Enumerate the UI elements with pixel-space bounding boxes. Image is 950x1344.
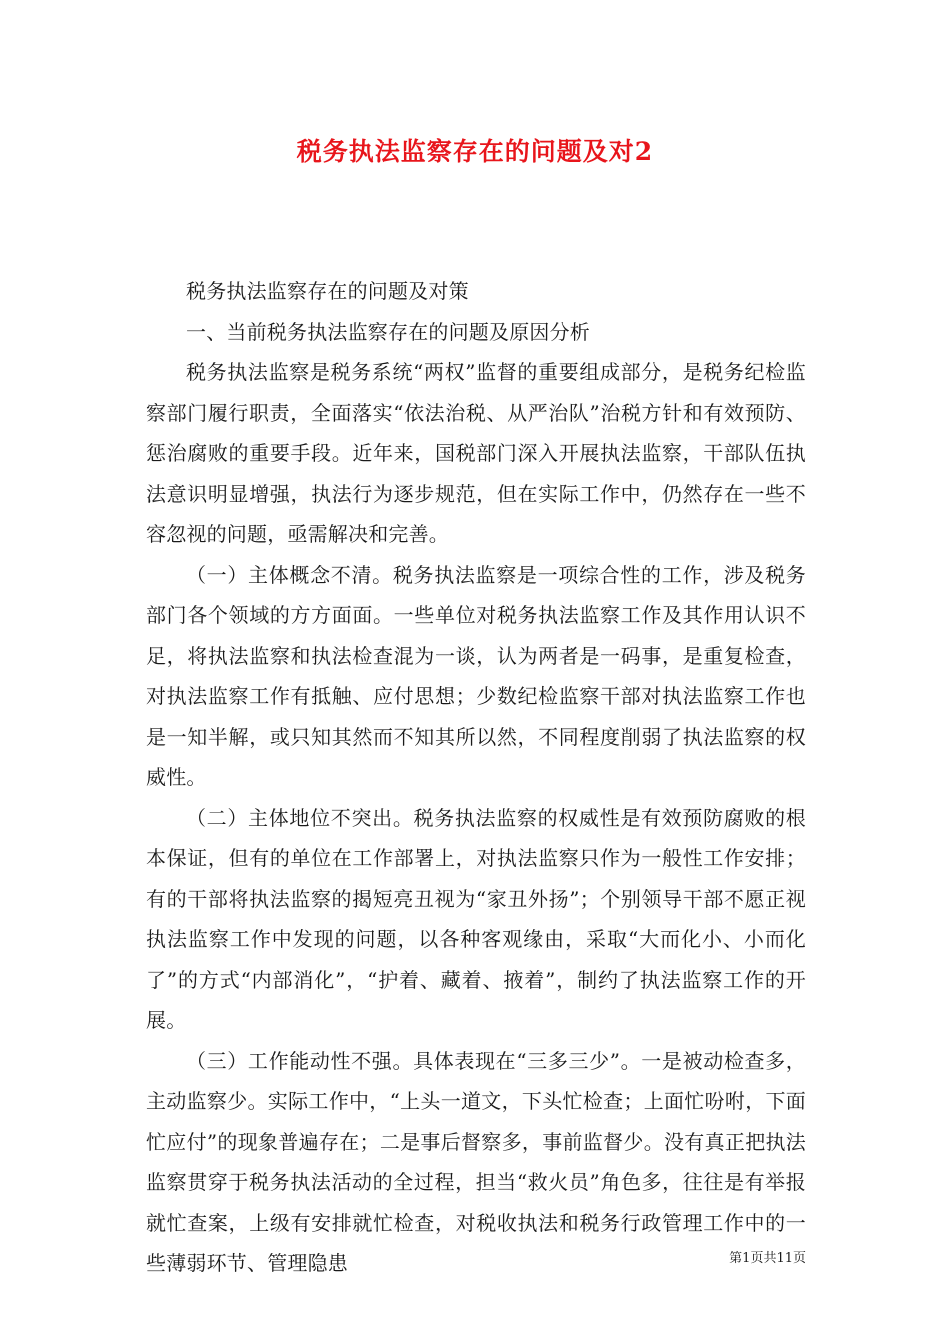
page-number-label: 第1页共11页 (729, 1251, 806, 1266)
document-body (146, 271, 806, 1284)
paragraph-point-3: （三）工作能动性不强。具体表现在“三多三少”。一是被动检查多，主动监察少。实际工作中，“上头一道文，下头忙检查；上面忙吩咐，下面忙应付”的现象普遍存在；二是事后督察多，事前监督少。没有真正把执法监察贯穿于税务执法活动的全过程，担当“救火员”角色多，往往是有举报就忙查案，上级有安排就忙检查，对税收执法和税务行政管理工作中的一些薄弱环节、管理隐患 (146, 1048, 806, 1275)
paragraph-section-heading: 一、当前税务执法监察存在的问题及原因分析 (186, 319, 590, 344)
paragraph-point-2: （二）主体地位不突出。税务执法监察的权威性是有效预防腐败的根本保证，但有的单位在工作部署上，对执法监察只作为一般性工作安排；有的干部将执法监察的揭短亮丑视为“家丑外扬”；个别领导干部不愿正视执法监察工作中发现的问题，以各种客观缘由，采取“大而化小、小而化了”的方式“内部消化”，“护着、藏着、掖着”，制约了执法监察工作的开展。 (146, 805, 806, 1032)
paragraph-subtitle: 税务执法监察存在的问题及对策 (186, 279, 469, 303)
paragraph-intro: 税务执法监察是税务系统“两权”监督的重要组成部分，是税务纪检监察部门履行职责，全面落实“依法治税、从严治队”治税方针和有效预防、惩治腐败的重要手段。近年来，国税部门深入开展执法监察，干部队伍执法意识明显增强，执法行为逐步规范，但在实际工作中，仍然存在一些不容忽视的问题，亟需解决和完善。 (146, 360, 806, 546)
page-number-footer (729, 1247, 806, 1266)
paragraph-point-1: （一）主体概念不清。税务执法监察是一项综合性的工作，涉及税务部门各个领域的方方面面。一些单位对税务执法监察工作及其作用认识不足，将执法监察和执法检查混为一谈，认为两者是一码事，是重复检查，对执法监察工作有抵触、应付思想；少数纪检监察干部对执法监察工作也是一知半解，或只知其然而不知其所以然，不同程度削弱了执法监察的权威性。 (146, 562, 806, 789)
document-title: 税务执法监察存在的问题及对2 (296, 137, 654, 166)
